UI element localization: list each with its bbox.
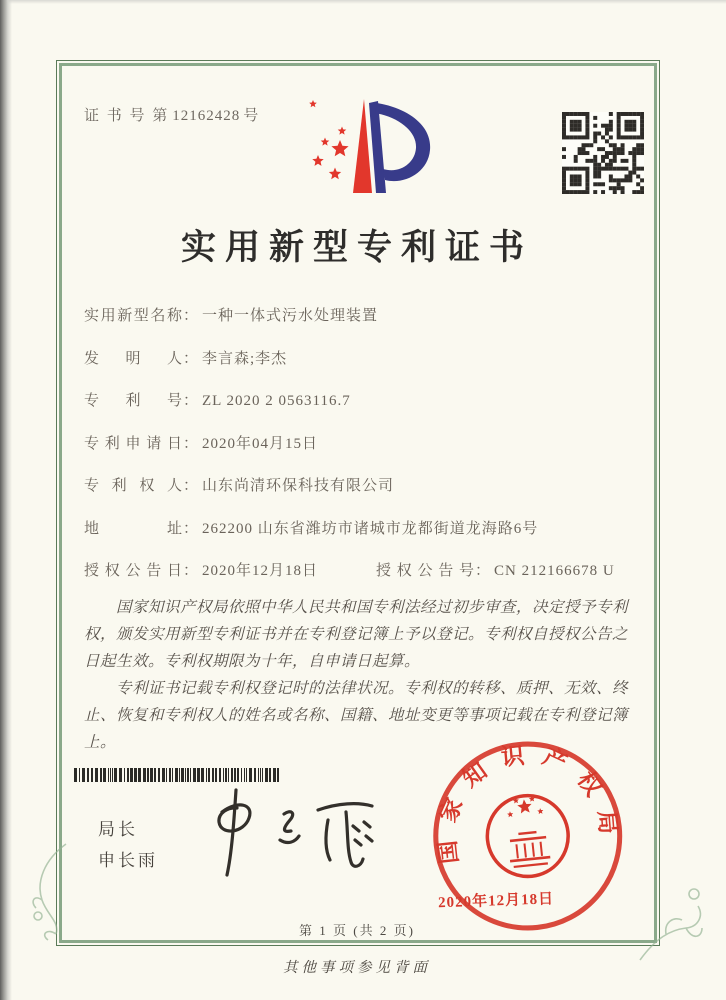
field-grant-row: 授权公告日： 2020年12月18日 授权公告号： CN 212166678 U bbox=[84, 559, 654, 584]
logo-spire bbox=[353, 99, 372, 193]
field-label: 地址 bbox=[84, 520, 182, 537]
field-value: 262200 山东省潍坊市诸城市龙都街道龙海路6号 bbox=[202, 520, 539, 537]
signature-shen-changyu bbox=[196, 780, 391, 885]
certificate-number-prefix: 证 书 号 第 bbox=[84, 108, 170, 124]
field-label: 实用新型名称 bbox=[84, 308, 182, 324]
logo-p-bowl bbox=[375, 103, 430, 181]
field-label: 专利号 bbox=[84, 393, 182, 409]
fields-block bbox=[84, 304, 654, 584]
legal-text bbox=[84, 594, 642, 756]
page-number: 第 1 页 (共 2 页) bbox=[299, 923, 415, 938]
field-patent-number: 专利号： ZL 2020 2 0563116.7 bbox=[84, 389, 654, 414]
signer-title: 局长 bbox=[98, 820, 138, 839]
field-label: 专利申请日 bbox=[84, 435, 182, 452]
field-value: 李言森;李杰 bbox=[202, 350, 288, 367]
grant-date-label: 授权公告日 bbox=[84, 563, 182, 579]
field-value: 2020年04月15日 bbox=[202, 435, 319, 452]
field-filing-date: 专利申请日： 2020年04月15日 bbox=[84, 432, 654, 457]
certificate-number bbox=[84, 104, 260, 125]
field-inventor: 发明人： 李言森;李杰 bbox=[84, 347, 654, 372]
seal-arc-text: 国家知识产权局 bbox=[433, 741, 622, 866]
field-utility-model-name: 实用新型名称： 一种一体式污水处理装置 bbox=[84, 304, 654, 329]
signer-block bbox=[98, 814, 158, 876]
legal-paragraph-2: 专利证书记载专利权登记时的法律状况。专利权的转移、质押、无效、终止、恢复和专利权人的姓名或名称、国籍、地址变更等事项记载在专利登记簿上。 bbox=[84, 680, 629, 751]
corner-ornament-left bbox=[26, 842, 72, 942]
grant-date-value: 2020年12月18日 bbox=[202, 563, 319, 579]
government-seal bbox=[420, 728, 636, 948]
qr-code bbox=[562, 112, 644, 194]
grant-number-label: 授权公告号 bbox=[376, 563, 475, 579]
national-emblem bbox=[483, 792, 572, 881]
field-patentee: 专利权人： 山东尚清环保科技有限公司 bbox=[84, 474, 654, 499]
signer-name: 申长雨 bbox=[98, 851, 158, 870]
field-value: 一种一体式污水处理装置 bbox=[202, 308, 379, 324]
grant-number-value: CN 212166678 U bbox=[494, 563, 615, 579]
footer-note: 其他事项参见背面 bbox=[283, 960, 431, 976]
certificate-title: 实用新型专利证书 bbox=[180, 228, 533, 267]
scan-edge-left bbox=[0, 0, 12, 1000]
field-label: 专利权人 bbox=[84, 478, 182, 494]
certificate-number-suffix: 号 bbox=[243, 108, 261, 124]
field-label: 发明人 bbox=[84, 350, 182, 367]
field-value: 山东尚清环保科技有限公司 bbox=[202, 478, 395, 494]
seal-date: 2020年12月18日 bbox=[437, 891, 555, 912]
scan-edge-top bbox=[0, 0, 726, 4]
corner-ornament-right bbox=[636, 876, 706, 962]
field-value: ZL 2020 2 0563116.7 bbox=[202, 393, 351, 409]
cnipa-logo bbox=[292, 96, 442, 206]
certificate-number-value: 12162428 bbox=[172, 108, 241, 124]
field-address: 地址： 262200 山东省潍坊市诸城市龙都街道龙海路6号 bbox=[84, 517, 654, 542]
legal-paragraph-1: 国家知识产权局依照中华人民共和国专利法经过初步审查，决定授予专利权，颁发实用新型专利证书并在专利登记簿上予以登记。专利权自授权公告之日起生效。专利权期限为十年，自申请日起算。 bbox=[84, 599, 629, 670]
